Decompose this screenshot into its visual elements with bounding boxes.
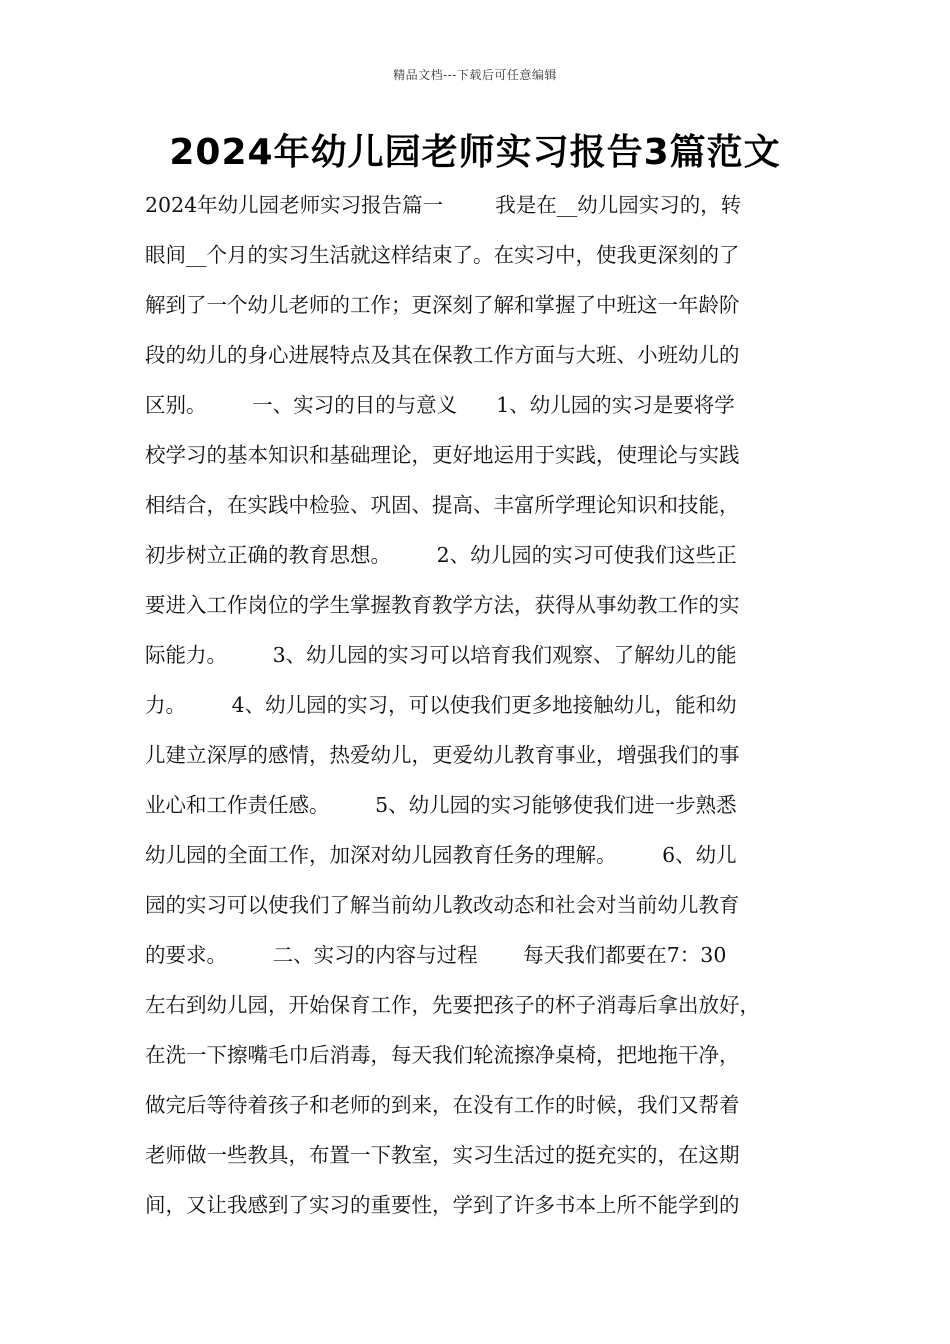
body-line: 做完后等待着孩子和老师的到来，在没有工作的时候，我们又帮着 <box>145 1093 740 1117</box>
body-line: 力。 4、幼儿园的实习，可以使我们更多地接触幼儿，能和幼 <box>145 693 737 717</box>
body-line: 初步树立正确的教育思想。 2、幼儿园的实习可使我们这些正 <box>145 543 737 567</box>
body-line: 区别。 一、实习的目的与意义 1、幼儿园的实习是要将学 <box>145 393 735 417</box>
page-header-note: 精品文档---下载后可任意编辑 <box>393 68 557 82</box>
body-line: 儿建立深厚的感情，热爱幼儿，更爱幼儿教育事业，增强我们的事 <box>145 743 740 767</box>
body-line: 要进入工作岗位的学生掌握教育教学方法，获得从事幼教工作的实 <box>145 593 740 617</box>
document-body <box>145 180 815 1230</box>
body-line: 园的实习可以使我们了解当前幼儿教改动态和社会对当前幼儿教育 <box>145 893 740 917</box>
body-line: 眼间__个月的实习生活就这样结束了。在实习中，使我更深刻的了 <box>145 243 740 267</box>
body-line: 老师做一些教具，布置一下教室，实习生活过的挺充实的，在这期 <box>145 1143 740 1167</box>
body-line: 2024年幼儿园老师实习报告篇一 我是在__幼儿园实习的，转 <box>145 193 742 217</box>
body-line: 段的幼儿的身心进展特点及其在保教工作方面与大班、小班幼儿的 <box>145 343 740 367</box>
body-line: 的要求。 二、实习的内容与过程 每天我们都要在7：30 <box>145 943 727 967</box>
body-line: 左右到幼儿园，开始保育工作，先要把孩子的杯子消毒后拿出放好， <box>145 993 760 1017</box>
body-line: 业心和工作责任感。 5、幼儿园的实习能够使我们进一步熟悉 <box>145 793 737 817</box>
body-line: 相结合，在实践中检验、巩固、提高、丰富所学理论知识和技能， <box>145 493 740 517</box>
body-line: 间，又让我感到了实习的重要性，学到了许多书本上所不能学到的 <box>145 1193 740 1217</box>
body-line: 在洗一下擦嘴毛巾后消毒，每天我们轮流擦净桌椅，把地拖干净， <box>145 1043 740 1067</box>
body-line: 校学习的基本知识和基础理论，更好地运用于实践，使理论与实践 <box>145 443 740 467</box>
document-title: 2024年幼儿园老师实习报告3篇范文 <box>169 132 781 173</box>
body-line: 解到了一个幼儿老师的工作；更深刻了解和掌握了中班这一年龄阶 <box>145 293 740 317</box>
body-line: 幼儿园的全面工作，加深对幼儿园教育任务的理解。 6、幼儿 <box>145 843 737 867</box>
body-line: 际能力。 3、幼儿园的实习可以培育我们观察、了解幼儿的能 <box>145 643 737 667</box>
